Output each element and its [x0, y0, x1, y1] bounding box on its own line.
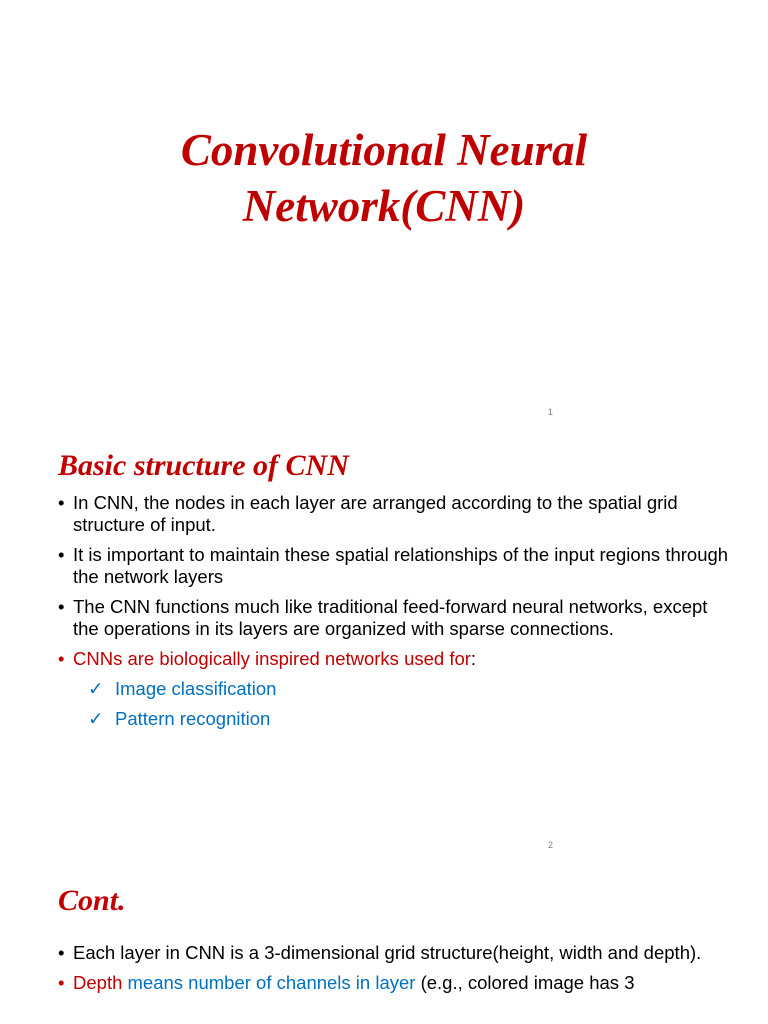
checkmark-icon: ✓ — [88, 708, 104, 729]
bullet-text: It is important to maintain these spatial relationships of the input regions through the network layers — [73, 544, 729, 587]
bullet-text: In CNN, the nodes in each layer are arranged according to the spatial grid structure of input. — [73, 492, 678, 535]
bullet-text: CNNs are biologically inspired networks used for — [73, 648, 471, 669]
bullet-text-red: Depth — [73, 972, 123, 993]
bullet-dot-icon: • — [58, 972, 65, 993]
slide3-bullet-list — [58, 942, 738, 1002]
slide1-title-line1: Convolutional Neural — [180, 125, 588, 175]
bullet-dot-icon: • — [58, 596, 65, 617]
check-text: Pattern recognition — [115, 708, 271, 729]
check-list-item — [58, 708, 738, 730]
bullet-dot-icon: • — [58, 492, 65, 513]
list-item — [58, 596, 738, 640]
page-number-1: 1 — [548, 407, 554, 417]
slide3-heading: Cont. — [58, 884, 126, 917]
bullet-text: The CNN functions much like traditional feed-forward neural networks, except the operations in its layers are organized with sparse connections. — [73, 596, 708, 639]
list-item — [58, 544, 738, 588]
check-list-item — [58, 678, 738, 700]
bullet-text-black: (e.g., colored image has 3 — [415, 972, 635, 993]
page-number-2: 2 — [548, 840, 554, 850]
bullet-text-blue: means number of channels in layer — [122, 972, 416, 993]
check-text: Image classification — [115, 678, 277, 699]
bullet-colon: : — [470, 648, 477, 669]
list-item — [58, 492, 738, 536]
slide1-title-line2: Network(CNN) — [242, 181, 526, 231]
slide2-bullet-list — [58, 492, 738, 738]
bullet-text: Each layer in CNN is a 3-dimensional grid structure(height, width and depth). — [73, 942, 702, 963]
slide1-title — [0, 122, 768, 234]
checkmark-icon: ✓ — [88, 678, 104, 699]
bullet-dot-icon: • — [58, 942, 65, 963]
list-item — [58, 972, 738, 994]
list-item — [58, 648, 738, 670]
list-item — [58, 942, 738, 964]
slide2-heading: Basic structure of CNN — [58, 449, 349, 482]
bullet-dot-icon: • — [58, 648, 65, 669]
bullet-dot-icon: • — [58, 544, 65, 565]
